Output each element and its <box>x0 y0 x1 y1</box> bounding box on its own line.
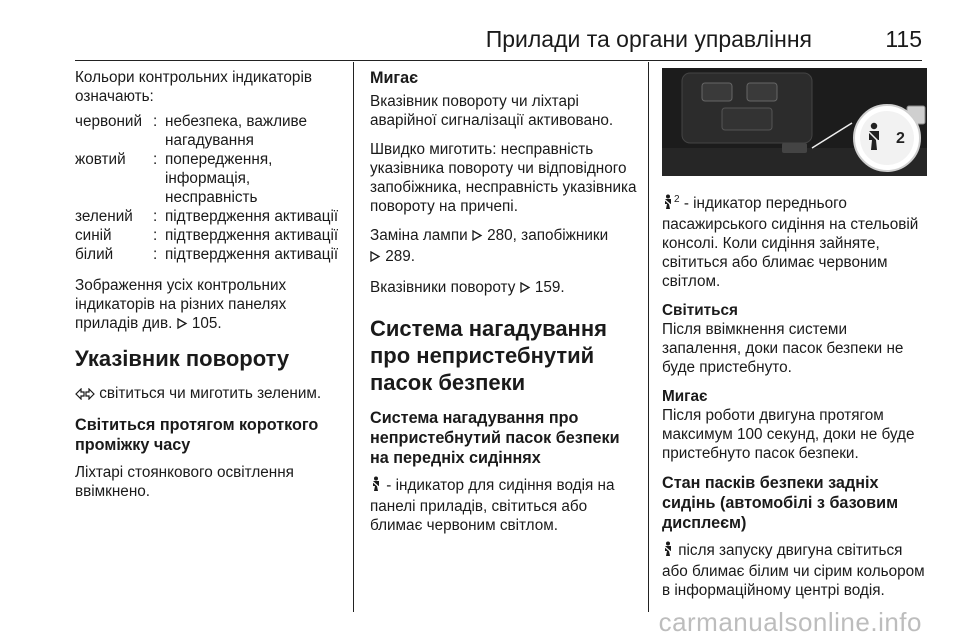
column-2 <box>370 68 638 545</box>
color-name: червоний <box>75 113 142 130</box>
signals-paragraph <box>370 278 638 299</box>
page-ref-link[interactable]: 105. <box>191 315 222 332</box>
color-meaning-table <box>75 112 345 264</box>
blink-heading: Мигає <box>370 69 419 87</box>
console-illustration <box>662 68 927 176</box>
passenger-sup: 2 <box>674 194 680 205</box>
color-name: синій <box>75 227 112 244</box>
arrow-ref-icon <box>472 228 483 247</box>
color-row <box>75 150 345 207</box>
lamp-text: Заміна лампи <box>370 227 468 244</box>
arrow-ref-icon <box>370 249 381 268</box>
front-seats-heading: Система нагадування про непристебнутий пасок безпеки на передніх сидіннях <box>370 409 620 467</box>
arrow-ref-icon <box>520 280 531 299</box>
lit-heading: Світиться <box>662 302 738 320</box>
color-name: зелений <box>75 208 133 225</box>
page-ref-link[interactable]: 159. <box>534 279 565 296</box>
images-text: Зображення усіх контрольних індикаторів на різних панелях приладів див. <box>75 277 287 332</box>
driver-paragraph <box>370 476 638 535</box>
driver-indicator-text: - індикатор для сидіння водія на панелі приладів, світиться або блимає червоним світлом. <box>370 477 615 534</box>
fast-blink-text: Швидко миготить: несправність указівника повороту чи відповідного запобіжника, несправність указівника повороту на причепі. <box>370 141 637 215</box>
column-divider <box>353 62 354 612</box>
photo-badge-label: 2 <box>896 130 905 147</box>
seatbelt-icon <box>662 541 674 562</box>
turn-signal-icon <box>75 386 95 405</box>
page-header <box>75 22 922 62</box>
color-meaning: підтвердження активації <box>165 246 339 263</box>
signals-text: Вказівники повороту <box>370 279 516 296</box>
color-sep: : <box>153 227 158 244</box>
color-row <box>75 226 345 245</box>
color-meaning: небезпека, важливе нагадування <box>165 113 308 149</box>
colors-intro: Кольори контрольних індикаторів означають: <box>75 69 312 105</box>
color-name: білий <box>75 246 114 263</box>
color-row <box>75 112 345 150</box>
watermark: carmanualsonline.info <box>658 607 922 637</box>
column-1 <box>75 68 345 511</box>
lit-text: Після ввімкнення системи запалення, доки пасок безпеки не буде пристебнуто. <box>662 321 904 377</box>
turn-signal-text: світиться чи миготить зеленим. <box>99 385 322 402</box>
column-divider <box>648 62 649 612</box>
color-row <box>75 207 345 226</box>
page-title: Прилади та органи управління <box>485 26 812 52</box>
blink-heading: Мигає <box>662 388 708 406</box>
seatbelt-icon <box>370 476 382 497</box>
color-meaning: підтвердження активації <box>165 208 339 225</box>
page-number: 115 <box>885 26 922 52</box>
rear-belts-heading: Стан пасків безпеки задніх сидінь (автомобілі з базовим дисплеєм) <box>662 474 899 533</box>
blink-text: Вказівник повороту чи ліхтарі аварійної сигналізації активовано. <box>370 93 614 129</box>
turn-signal-paragraph <box>75 384 345 405</box>
color-meaning: підтвердження активації <box>165 227 339 244</box>
belt-reminder-heading: Система нагадування про непристебнутий пасок безпеки <box>370 316 607 395</box>
seatbelt-icon <box>662 194 674 215</box>
overhead-console-photo <box>662 68 927 176</box>
color-sep: : <box>153 113 158 130</box>
page-ref-link[interactable]: 280, запобіжники <box>487 227 609 244</box>
arrow-ref-icon <box>177 316 188 335</box>
color-sep: : <box>153 246 158 263</box>
short-lit-text: Ліхтарі стоянкового освітлення ввімкнено. <box>75 464 294 500</box>
color-sep: : <box>153 208 158 225</box>
column-3 <box>662 68 927 610</box>
color-sep: : <box>153 151 158 168</box>
blink-text: Після роботи двигуна протягом максимум 100 секунд, доки не буде пристебнуто пасок безпеки. <box>662 407 915 463</box>
rear-indicator-text: після запуску двигуна світиться або блимає білим чи сірим кольором в інформаційному центрі водія. <box>662 542 925 600</box>
rear-paragraph <box>662 541 927 600</box>
images-paragraph <box>75 276 345 335</box>
color-row <box>75 245 345 264</box>
header-rule <box>75 60 922 61</box>
page-ref-link[interactable]: 289. <box>385 248 416 265</box>
passenger-indicator-text: - індикатор переднього пасажирського сидіння на стельовій консолі. Коли сидіння зайняте, світиться або блимає червоним світлом. <box>662 195 919 291</box>
passenger-paragraph <box>662 190 927 291</box>
color-meaning: попередження, інформація, несправність <box>165 151 273 206</box>
color-name: жовтий <box>75 151 126 168</box>
turn-signal-heading: Указівник повороту <box>75 346 290 371</box>
short-lit-heading: Світиться протягом короткого проміжку часу <box>75 416 319 454</box>
lamp-paragraph <box>370 226 638 268</box>
